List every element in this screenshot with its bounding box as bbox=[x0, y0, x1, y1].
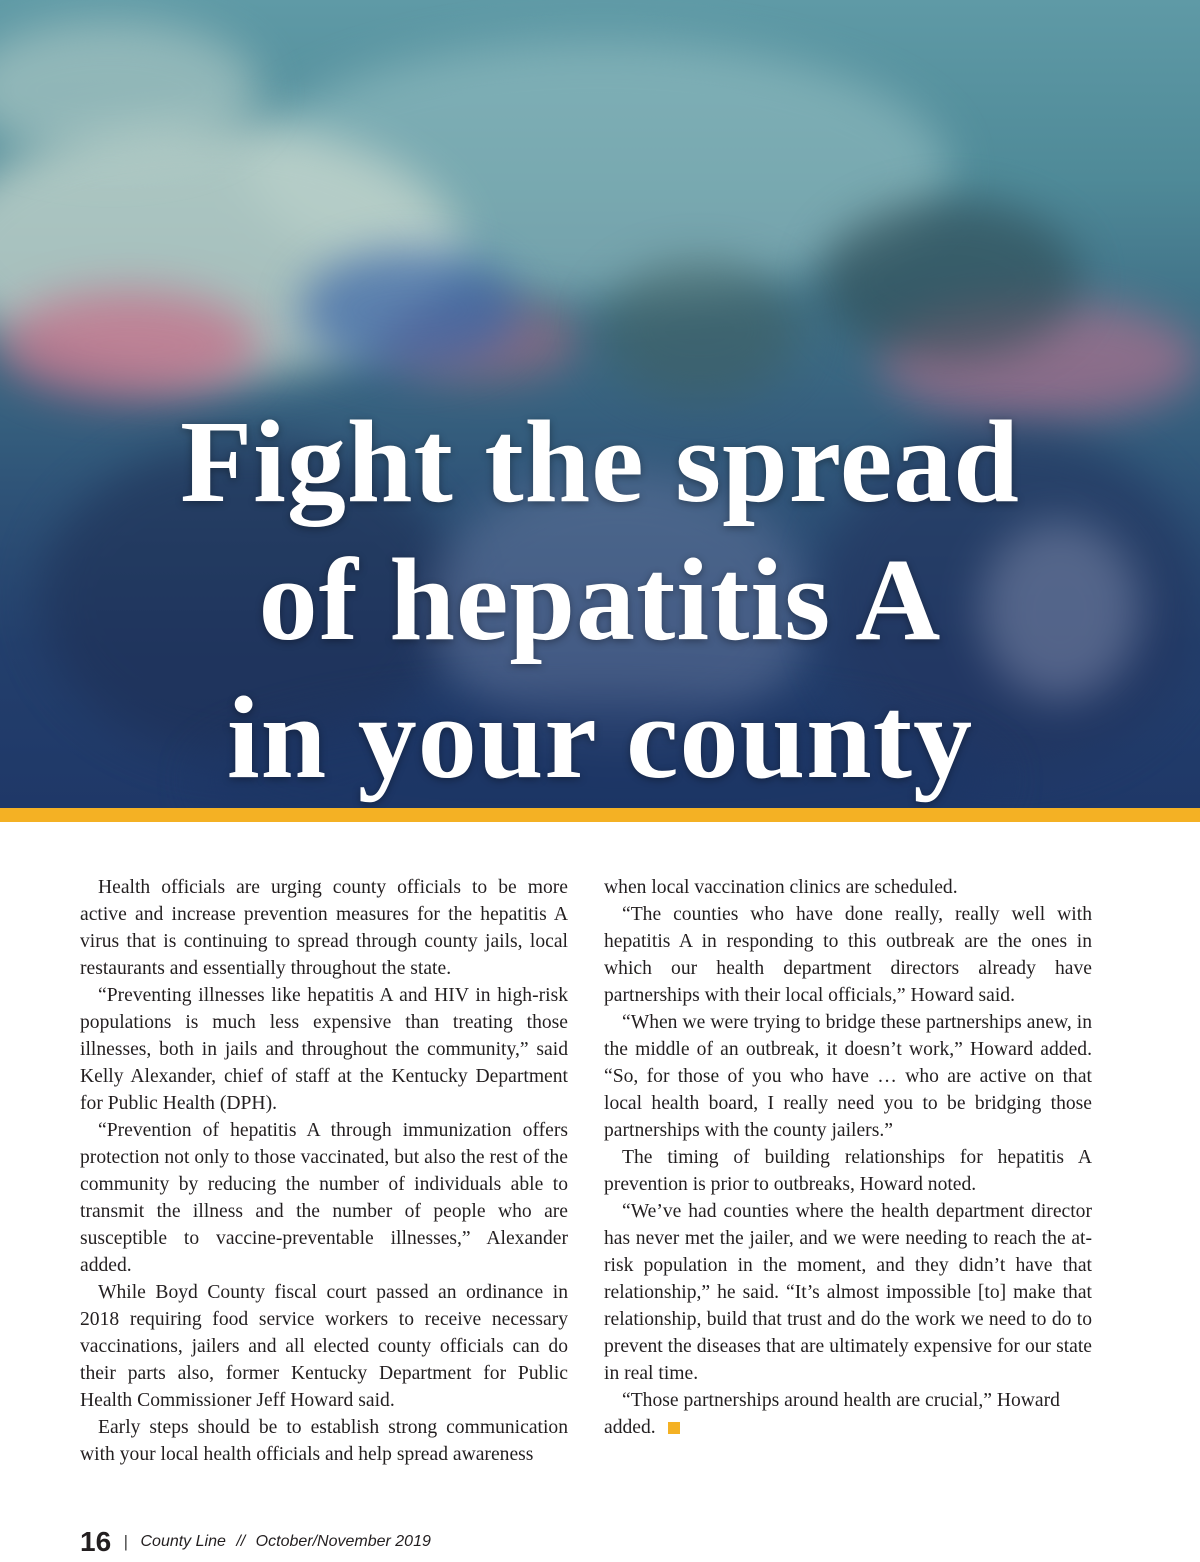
article-paragraph: “The counties who have done really, really well with hepatitis A in responding to this outbreak are the ones in which our health department directors already have partnerships with their local officials,” Howard said. bbox=[604, 904, 1092, 1006]
pink-awning-left bbox=[0, 290, 260, 400]
article-column-right bbox=[604, 874, 1092, 1441]
issue-date: October/November 2019 bbox=[255, 1533, 431, 1550]
page-number: 16 bbox=[80, 1526, 112, 1557]
article-paragraph: “We’ve had counties where the health department director has never met the jailer, and we were needing to reach the at-risk population in the moment, and they didn’t have that relationship,” he said. “It’s almost impossible [to] make that relationship, build that trust and do the work we need to do to prevent the diseases that are ultimately expensive for our state in real time. bbox=[604, 1201, 1092, 1384]
article-paragraph: “When we were trying to bridge these partnerships anew, in the middle of an outbreak, it doesn’t work,” Howard added. “So, for those of you who have … who are active on that local health board, I really need you to be bridging those partnerships with the county jailers.” bbox=[604, 1012, 1092, 1141]
headline bbox=[0, 393, 1200, 807]
article-column-left bbox=[80, 874, 568, 1468]
article-paragraph: The timing of building relationships for hepatitis A prevention is prior to outbreaks, Howard noted. bbox=[604, 1147, 1092, 1195]
article-paragraph: While Boyd County fiscal court passed an ordinance in 2018 requiring food service workers to receive necessary vaccinations, jailers and all elected county officials can do their parts also, former Kentucky Department for Public Health Commissioner Jeff Howard said. bbox=[80, 1282, 568, 1411]
article-paragraph: Health officials are urging county officials to be more active and increase prevention measures for the hepatitis A virus that is continuing to spread through county jails, local restaurants and essentially throughout the state. bbox=[80, 877, 568, 979]
footer-divider: // bbox=[236, 1533, 246, 1550]
headline-line-1: Fight the spread bbox=[180, 396, 1020, 527]
blue-tent bbox=[300, 250, 520, 370]
article-paragraph: Early steps should be to establish strong communication with your local health officials and help spread awareness bbox=[80, 1417, 568, 1465]
article-closing-paragraph bbox=[604, 1387, 1092, 1441]
headline-line-3: in your county bbox=[226, 672, 974, 803]
headline-line-2: of hepatitis A bbox=[258, 534, 942, 665]
publication-name: County Line bbox=[140, 1533, 226, 1550]
tree-right bbox=[820, 200, 1080, 360]
tree-center bbox=[600, 260, 800, 400]
accent-divider bbox=[0, 808, 1200, 822]
article-paragraph-continued: when local vaccination clinics are scheduled. bbox=[604, 877, 958, 898]
footer-separator: | bbox=[123, 1532, 129, 1551]
article-paragraph: “Preventing illnesses like hepatitis A and HIV in high-risk populations is much less expensive than treating those illnesses, both in jails and throughout the community,” said Kelly Alexander, chief of staff at the Kentucky Department for Public Health (DPH). bbox=[80, 985, 568, 1114]
page-footer bbox=[80, 1526, 431, 1562]
end-mark-icon bbox=[668, 1422, 680, 1434]
article-paragraph: “Prevention of hepatitis A through immunization offers protection not only to those vaccinated, but also the rest of the community by reducing the number of individuals able to transmit the illness and the number of people who are susceptible to vaccine-preventable illnesses,” Alexander added. bbox=[80, 1120, 568, 1276]
closing-text: “Those partnerships around health are crucial,” Howard added. bbox=[604, 1390, 1060, 1438]
